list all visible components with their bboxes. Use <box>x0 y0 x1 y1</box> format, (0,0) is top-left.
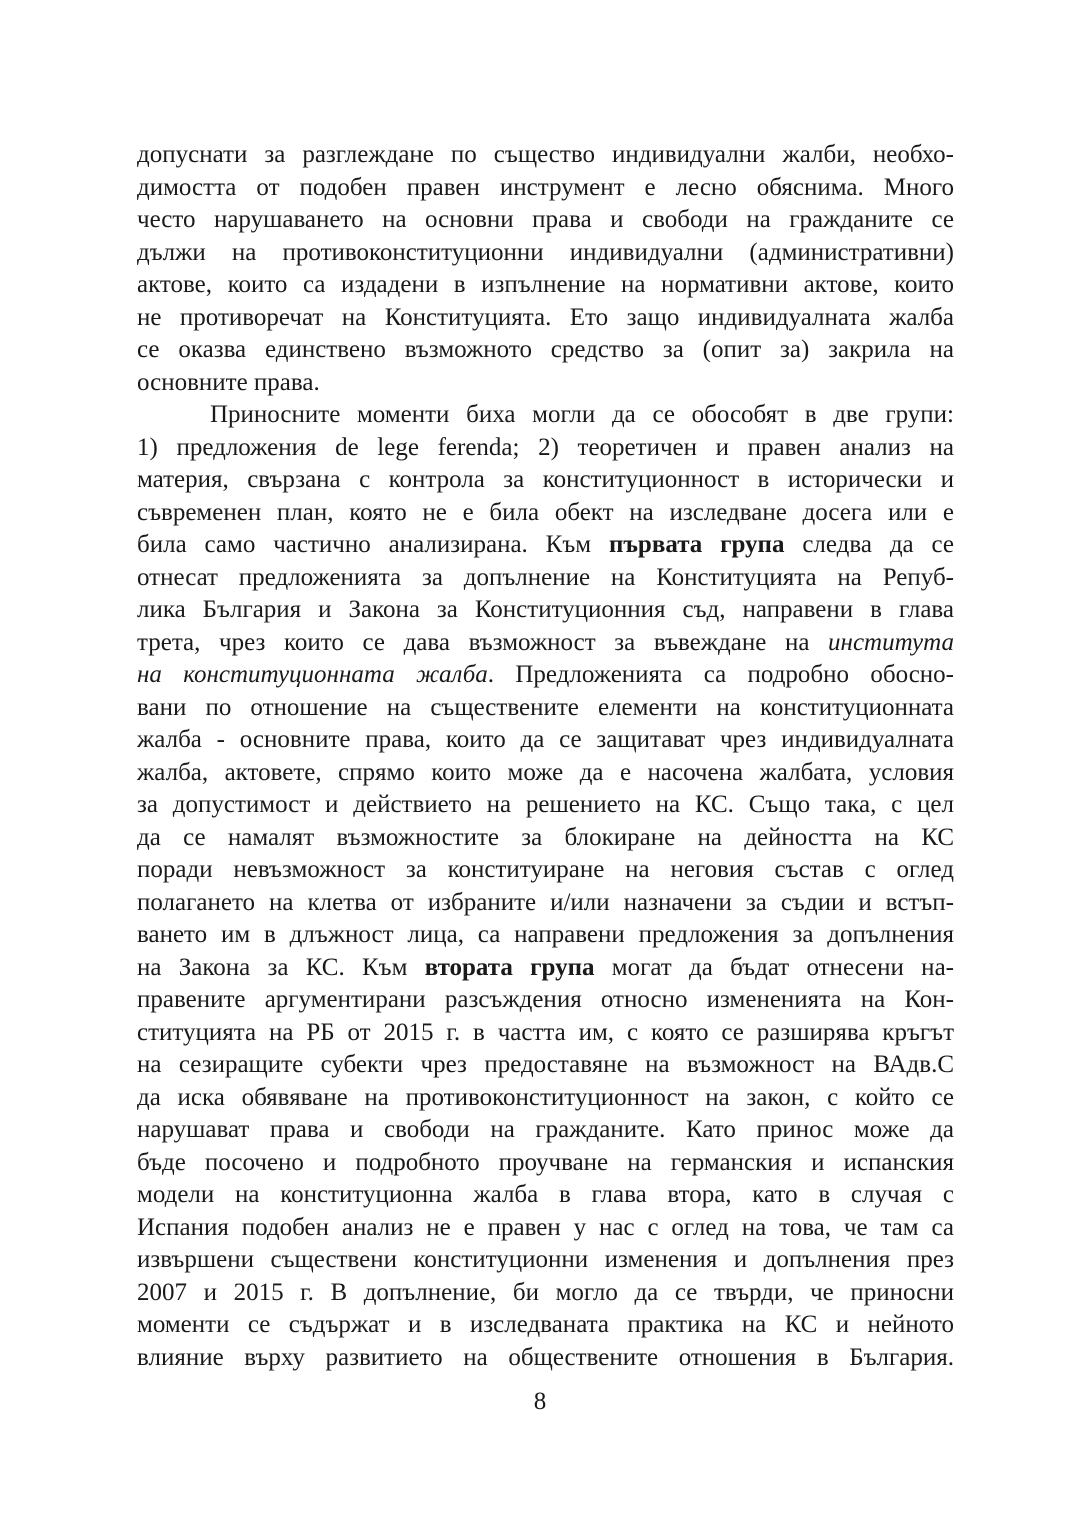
text-run: на Закона за КС. Към <box>137 953 425 981</box>
text-line: се оказва единствено възможното средство за (опит за) закрила на <box>137 336 954 363</box>
text-line: правените аргументирани разсъждения относно измененията на Кон- <box>137 986 954 1013</box>
paragraph-1 <box>137 139 954 399</box>
text-line <box>137 627 954 660</box>
text-line: модели на конституционна жалба в глава втора, като в случая с <box>137 1181 954 1208</box>
text-line: 1) предложения de lege ferenda; 2) теоретичен и правен анализ на <box>137 433 954 461</box>
text-line: за допустимост и действието на решението на КС. Също така, с цел <box>137 791 954 818</box>
text-line <box>137 659 954 692</box>
text-line: материя, свързана с контрола за конституционност в исторически и <box>137 466 954 493</box>
text-run: следва да се <box>784 531 954 558</box>
text-line: нарушават права и свободи на гражданите. Като принос може да <box>137 1116 954 1143</box>
text-line: лика България и Закона за Конституционния съд, направени в глава <box>137 596 954 623</box>
text-line: актове, които са издадени в изпълнение на нормативни актове, които <box>137 271 954 298</box>
text-line <box>137 529 954 562</box>
text-line: извършени съществени конституционни изменения и допълнения през <box>137 1246 954 1273</box>
italic-term: на конституционната жалба <box>137 661 488 688</box>
text-line: да иска обявяване на противоконституционност на закон, с който се <box>137 1083 954 1111</box>
text-run: . Предложенията са подробно обосно- <box>487 661 954 688</box>
text-line: ването им в длъжност лица, са направени предложения за допълнения <box>137 921 954 948</box>
text-line: съвременен план, която не е била обект на изследване досега или е <box>137 498 954 526</box>
text-line: 2007 и 2015 г. В допълнение, би могло да се твърди, че приносни <box>137 1278 954 1306</box>
paragraph-2 <box>137 399 954 1374</box>
text-line: жалба, актовете, спрямо които може да е насочена жалбата, условия <box>137 758 954 786</box>
text-line: Приносните моменти биха могли да се обособят в две групи: <box>210 401 954 428</box>
bold-term-first-group: първата група <box>608 531 785 558</box>
bold-term-second-group: втората група <box>424 953 595 981</box>
text-line: вани по отношение на съществените елементи на конституционната <box>137 693 954 721</box>
page-number: 8 <box>533 1388 547 1415</box>
text-line: димостта от подобен правен инструмент е лесно обяснима. Много <box>137 173 954 201</box>
text-line: основните права. <box>137 368 320 396</box>
text-line: често нарушаването на основни права и свободи на гражданите се <box>137 206 954 233</box>
body-text <box>137 139 954 1374</box>
text-line: моменти се съдържат и в изследваната практика на КС и нейното <box>137 1311 954 1338</box>
text-run: могат да бъдат отнесени на- <box>594 953 954 981</box>
text-line: поради невъзможност за конституиране на неговия състав с оглед <box>137 856 954 883</box>
text-run: трета, чрез които се дава възможност за въвеждане на <box>137 628 829 656</box>
text-line: отнесат предложенията за допълнение на Конституцията на Репуб- <box>137 563 954 591</box>
text-line: жалба - основните права, които да се защитават чрез индивидуалната <box>137 726 954 753</box>
text-line: Испания подобен анализ не е правен у нас с оглед на това, че там са <box>137 1213 954 1241</box>
italic-term: института <box>828 628 954 656</box>
text-line: дължи на противоконституционни индивидуални (административни) <box>137 238 954 266</box>
text-line: полагането на клетва от избраните и/или назначени за съдии и встъп- <box>137 888 954 916</box>
text-line: допуснати за разглеждане по същество индивидуални жалби, необхо- <box>137 141 954 168</box>
text-line <box>137 952 954 985</box>
text-line: да се намалят възможностите за блокиране на дейността на КС <box>137 823 954 851</box>
text-line: на сезиращите субекти чрез предоставяне на възможност на ВАдв.С <box>137 1051 954 1078</box>
text-run: била само частично анализирана. Към <box>137 531 609 558</box>
text-line: влияние върху развитието на обществените отношения в България. <box>137 1343 954 1371</box>
text-line: бъде посочено и подробното проучване на германския и испанския <box>137 1148 954 1176</box>
text-line: ституцията на РБ от 2015 г. в частта им, с която се разширява кръгът <box>137 1018 954 1046</box>
text-line: не противоречат на Конституцията. Ето защо индивидуалната жалба <box>137 303 954 331</box>
